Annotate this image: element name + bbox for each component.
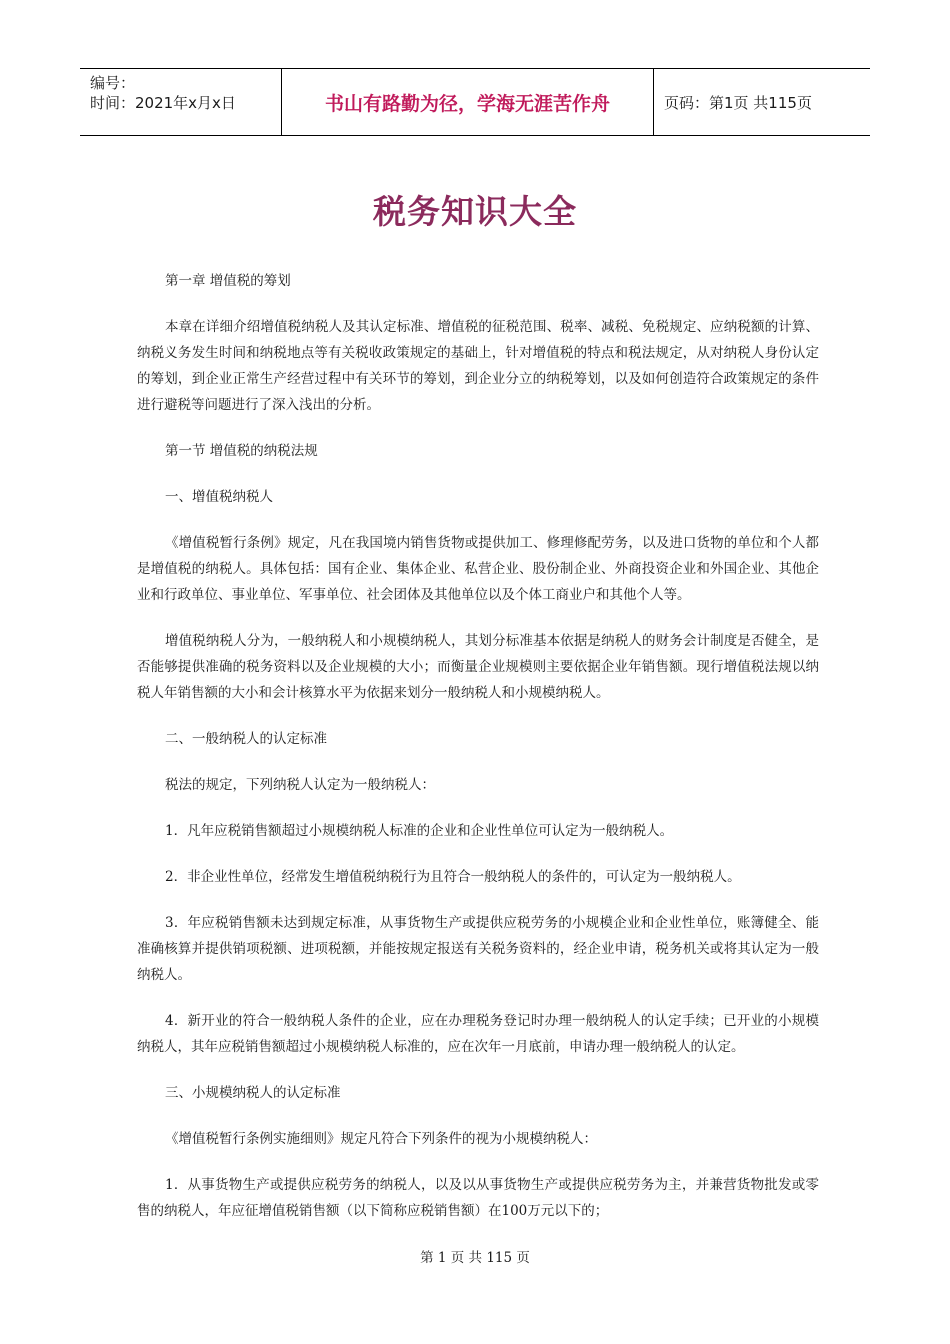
document-title: 税务知识大全 <box>373 192 577 231</box>
body-paragraph: 《增值税暂行条例实施细则》规定凡符合下列条件的视为小规模纳税人： <box>165 1131 597 1147</box>
subsection-heading: 二、一般纳税人的认定标准 <box>165 731 327 747</box>
subsection-heading: 一、增值税纳税人 <box>165 489 273 505</box>
page-footer: 第 1 页 共 115 页 <box>420 1250 530 1266</box>
number-label: 编号： <box>90 74 136 92</box>
list-item: 4．新开业的符合一般纳税人条件的企业，应在办理税务登记时办理一般纳税人的认定手续；已开业的小规模纳税人，其年应税销售额超过小规模纳税人标准的，应在次年一月底前，申请办理一般纳税人的认定。 <box>137 1013 819 1055</box>
subsection-heading: 三、小规模纳税人的认定标准 <box>165 1085 341 1101</box>
header-page-info: 页码：第1页 共115页 <box>664 93 812 112</box>
body-paragraph: 税法的规定，下列纳税人认定为一般纳税人： <box>165 777 435 793</box>
body-paragraph: 增值税纳税人分为，一般纳税人和小规模纳税人，其划分标准基本依据是纳税人的财务会计制度是否健全，是否能够提供准确的税务资料以及企业规模的大小；而衡量企业规模则主要依据企业年销售额。现行增值税法规以纳税人年销售额的大小和会计核算水平为依据来划分一般纳税人和小规模纳税人。 <box>137 633 819 701</box>
time-label: 时间：2021年x月x日 <box>90 94 236 112</box>
list-item: 1．凡年应税销售额超过小规模纳税人标准的企业和企业性单位可认定为一般纳税人。 <box>165 823 674 839</box>
body-paragraph: 《增值税暂行条例》规定，凡在我国境内销售货物或提供加工、修理修配劳务，以及进口货物的单位和个人都是增值税的纳税人。具体包括：国有企业、集体企业、私营企业、股份制企业、外商投资企业和外国企业、其他企业和行政单位、事业单位、军事单位、社会团体及其他单位以及个体工商业户和其他个人等。 <box>137 535 819 603</box>
list-item: 3．年应税销售额未达到规定标准，从事货物生产或提供应税劳务的小规模企业和企业性单位，账簿健全、能准确核算并提供销项税额、进项税额，并能按规定报送有关税务资料的，经企业申请，税务机关或将其认定为一般纳税人。 <box>137 915 819 983</box>
list-item: 1．从事货物生产或提供应税劳务的纳税人，以及以从事货物生产或提供应税劳务为主，并兼营货物批发或零售的纳税人，年应征增值税销售额（以下简称应税销售额）在100万元以下的； <box>137 1177 819 1219</box>
list-item: 2．非企业性单位，经常发生增值税纳税行为且符合一般纳税人的条件的，可认定为一般纳税人。 <box>165 869 741 885</box>
section-heading: 第一节 增值税的纳税法规 <box>165 443 318 459</box>
header-table <box>80 68 870 136</box>
header-meta-cell <box>80 69 282 135</box>
document-body <box>137 268 819 1244</box>
header-motto: 书山有路勤为径，学海无涯苦作舟 <box>282 69 654 135</box>
body-paragraph: 本章在详细介绍增值税纳税人及其认定标准、增值税的征税范围、税率、减税、免税规定、应纳税额的计算、纳税义务发生时间和纳税地点等有关税收政策规定的基础上，针对增值税的特点和税法规定，从对纳税人身份认定的筹划，到企业正常生产经营过程中有关环节的筹划，到企业分立的纳税筹划，以及如何创造符合政策规定的条件进行避税等问题进行了深入浅出的分析。 <box>137 319 819 413</box>
chapter-heading: 第一章 增值税的筹划 <box>165 273 291 289</box>
